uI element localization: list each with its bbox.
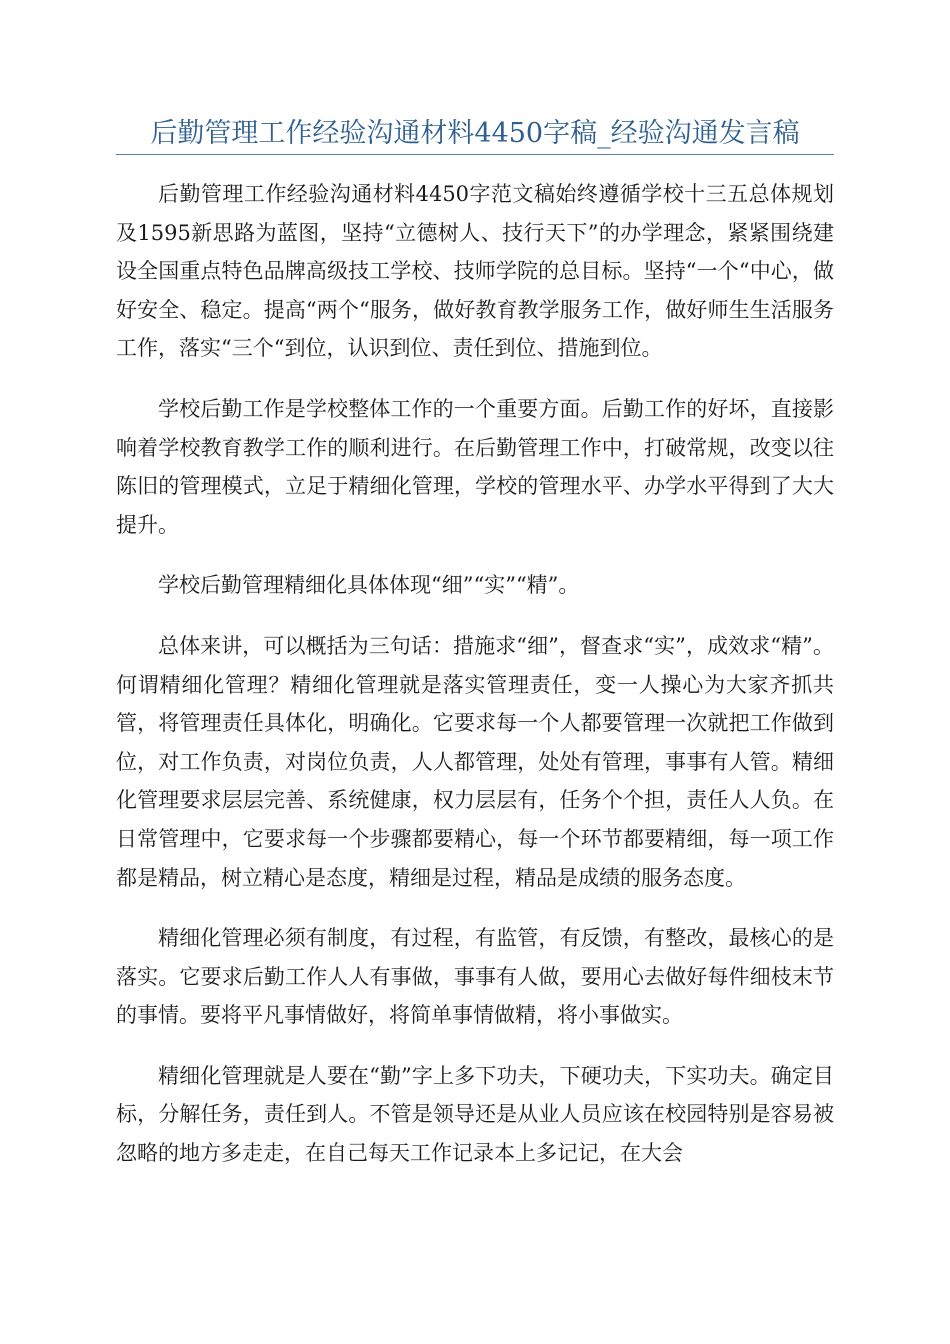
paragraph-3: 学校后勤管理精细化具体体现“细”“实”“精”。 (158, 573, 580, 598)
paragraph-4: 总体来讲，可以概括为三句话：措施求“细”，督查求“实”，成效求“精”。何谓精细化管理？精细化管理就是落实管理责任，变一人操心为大家齐抓共管，将管理责任具体化，明确化。它要求每一个人都要管理一次就把工作做到位，对工作负责，对岗位负责，人人都管理，处处有管理，事事有人管。精细化管理要求层层完善、系统健康，权力层层有，任务个个担，责任人人负。在日常管理中，它要求每一个步骤都要精心，每一个环节都要精细，每一项工作都是精品，树立精心是态度，精细是过程，精品是成绩的服务态度。 (116, 633, 834, 890)
paragraph-2: 学校后勤工作是学校整体工作的一个重要方面。后勤工作的好坏，直接影响着学校教育教学工作的顺利进行。在后勤管理工作中，打破常规，改变以往陈旧的管理模式，立足于精细化管理，学校的管理水平、办学水平得到了大大提升。 (116, 396, 834, 537)
document-title: 后勤管理工作经验沟通材料4450字稿_经验沟通发言稿 (150, 118, 800, 149)
title-underline (116, 154, 834, 155)
paragraph-5: 精细化管理必须有制度，有过程，有监管，有反馈，有整改，最核心的是落实。它要求后勤工作人人有事做，事事有人做，要用心去做好每件细枝末节的事情。要将平凡事情做好，将简单事情做精，将小事做实。 (116, 926, 834, 1028)
document-body (116, 175, 834, 1195)
paragraph-1: 后勤管理工作经验沟通材料4450字范文稿始终遵循学校十三五总体规划及1595新思路为蓝图，坚持“立德树人、技行天下”的办学理念，紧紧围绕建设全国重点特色品牌高级技工学校、技师学院的总目标。坚持“一个“中心，做好安全、稳定。提高“两个“服务，做好教育教学服务工作，做好师生生活服务工作，落实“三个“到位，认识到位、责任到位、措施到位。 (116, 182, 834, 361)
paragraph-6: 精细化管理就是人要在“勤”字上多下功夫，下硬功夫，下实功夫。确定目标，分解任务，责任到人。不管是领导还是从业人员应该在校园特别是容易被忽略的地方多走走，在自己每天工作记录本上多记记，在大会 (116, 1063, 834, 1166)
